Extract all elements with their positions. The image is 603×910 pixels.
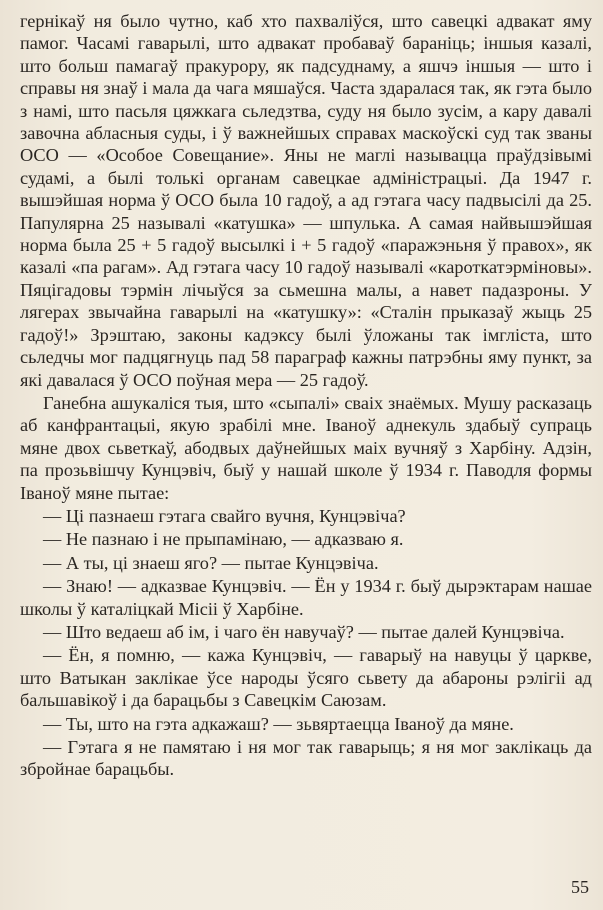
dialogue-line-3: — А ты, ці знаеш яго? — пытае Кунцэвіча.	[43, 552, 379, 573]
paragraph-2: Ганебна ашукаліся тыя, што «сыпалі» сваіх знаёмых. Мушу расказаць аб канфрантацыі, якую зрабілі мне. Іваноў аднекуль здабыў супраць мяне двох сьветкаў, абодвых даўнейшых маіх вучняў з Харбіну. Адзін, па прозьвішчу Кунцэвіч, быў у нашай школе ў 1934 г. Паводля формы Іваноў мяне пытае:	[20, 392, 592, 503]
dialogue-line-4: — Знаю! — адказвае Кунцэвіч. — Ён у 1934 г. быў дырэктарам нашае школы ў каталіцкай Місіі ў Харбіне.	[20, 576, 592, 619]
dialogue-line-1: — Ці пазнаеш гэтага свайго вучня, Кунцэвіча?	[43, 505, 406, 526]
body-text	[20, 10, 592, 782]
dialogue-line-2: — Не пазнаю і не прыпамінаю, — адказваю я.	[43, 529, 404, 550]
dialogue-line-6: — Ён, я помню, — кажа Кунцэвіч, — гаварыў на навуцы ў царкве, што Ватыкан заклікае ўсе народы ўсяго сьвету да абароны рэлігіі ад бальшавікоў і да барацьбы з Савецкім Саюзам.	[20, 645, 592, 711]
dialogue-line-7: — Ты, што на гэта адкажаш? — зьвяртаецца Іваноў да мяне.	[43, 713, 514, 734]
paragraph-1: гернікаў ня было чутно, каб хто пахваліўся, што савецкі адвакат яму памог. Часамі гаварылі, што адвакат пробаваў бараніць; іншыя казалі, што больш памагаў пракурору, як падсуднаму, а яшчэ іншыя — што і справы ня знаў і мала да чага мяшаўся. Часта здаралася так, як гэта было з намі, што пасьля цяжкага сьледзтва, суду ня было зусім, а кару давалі завочна абласныя суды, і ў важнейшых справах маскоўскі суд так званы ОСО — «Особое Совещание». Яны не маглі называцца праўдзівымі судамі, а былі толькі органам савецкае адміністрацыі. Да 1947 г. вышэйшая норма ў ОСО была 10 гадоў, а ад гэтага часу падвысілі да 25. Папулярна 25 называлі «катушка» — шпулька. А самая найвышэйшая норма была 25 + 5 гадоў высылкі і + 5 гадоў «паражэньня ў правох», як казалі «па рагам». Ад гэтага часу 10 гадоў называлі «кароткатэрміновы». Пяцігадовы тэрмін лічыўся за сьмешна малы, а навет падазроны. У лягерах звычайна гаварылі на «катушку»: «Сталін прыказаў жыць 25 гадоў!» Зрэштаю, законы кадэксу былі ўложаны так імгліста, што сьледчы мог падцягнуць пад 58 параграф кажны патрэбны яму пункт, за які давалася ў ОСО поўная мера — 25 гадоў.	[20, 11, 592, 390]
dialogue-line-8: — Гэтага я не памятаю і ня мог так гаварыць; я ня мог заклікаць да збройнае барацьбы.	[20, 737, 592, 780]
dialogue-line-5: — Што ведаеш аб ім, і чаго ён навучаў? — пытае далей Кунцэвіча.	[43, 621, 565, 642]
page-number: 55	[571, 877, 589, 897]
